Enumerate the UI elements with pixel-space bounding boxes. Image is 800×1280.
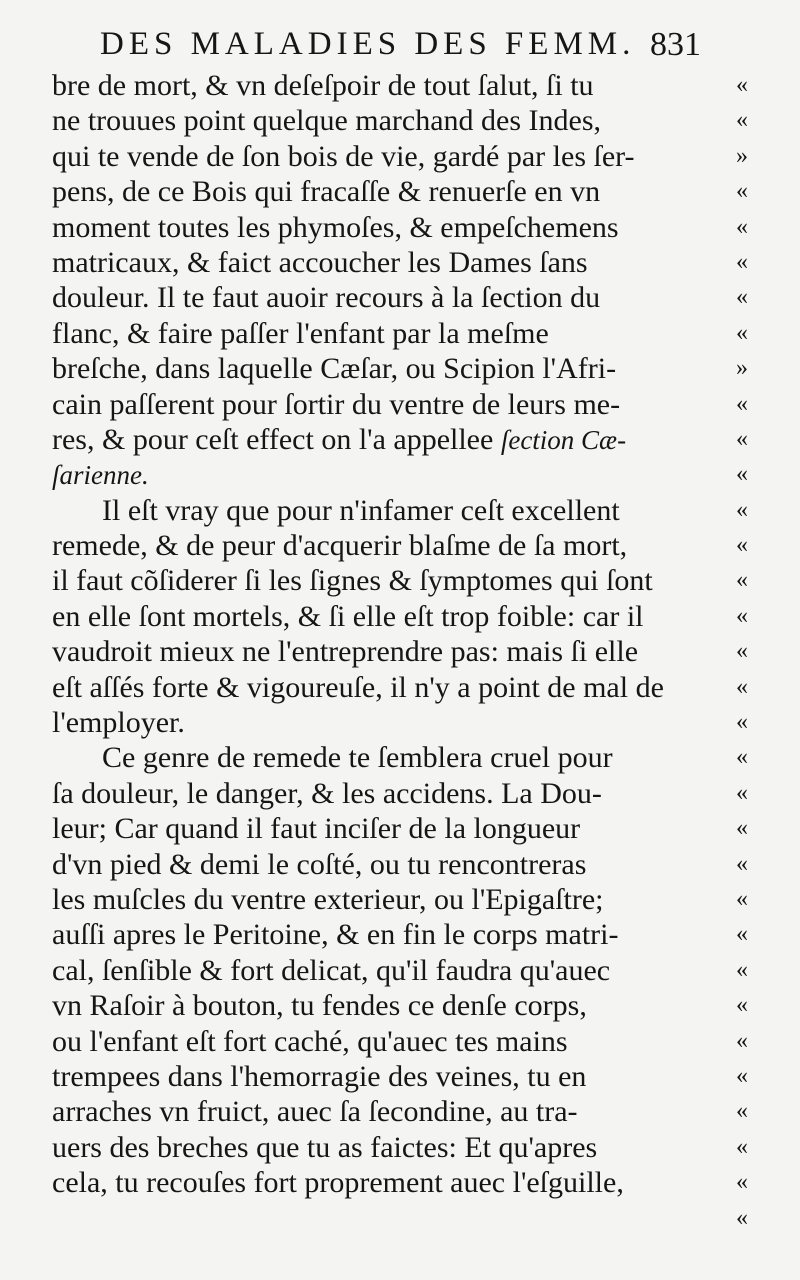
running-head: DES MALADIES DES FEMM. (100, 26, 636, 62)
text-line: remede, & de peur d'acquerir blaſme de ſa mort, (52, 529, 628, 563)
margin-mark: « (736, 178, 748, 205)
margin-mark: « (736, 319, 748, 346)
margin-mark: « (736, 213, 748, 240)
margin-mark: « (736, 638, 748, 665)
text-line: vaudroit mieux ne l'entreprendre pas: mais ſi elle (52, 635, 639, 669)
margin-quotation-marks (736, 68, 776, 1236)
margin-mark: « (736, 602, 748, 629)
italic-term: ſection Cæ- (500, 424, 627, 455)
margin-mark: « (736, 1169, 748, 1196)
margin-mark: « (736, 496, 748, 523)
margin-mark: « (736, 744, 748, 771)
margin-mark: « (736, 461, 748, 488)
margin-mark: « (736, 107, 748, 134)
text-line: ou l'enfant eſt fort caché, qu'auec tes mains (52, 1024, 568, 1058)
margin-mark: « (736, 709, 748, 736)
text-line: auſſi apres le Peritoine, & en fin le corps matri- (52, 918, 619, 952)
text-line: breſche, dans laquelle Cæſar, ou Scipion l'Afri- (52, 352, 617, 386)
text-line (52, 422, 732, 457)
text-line: trempees dans l'hemorragie des veines, tu en (52, 1059, 587, 1093)
margin-mark: « (736, 567, 748, 594)
body-text (52, 68, 732, 1201)
text-line (52, 457, 732, 492)
margin-mark: « (736, 815, 748, 842)
text-line: uers des breches que tu as faictes: Et qu'apres (52, 1130, 598, 1164)
margin-mark: « (736, 673, 748, 700)
text-line: ſa douleur, le danger, & les accidens. La Dou- (52, 776, 602, 810)
text-line: l'employer. (52, 706, 185, 740)
margin-mark: « (736, 248, 748, 275)
text-line: cela, tu recouſes fort proprement auec l'eſguille, (52, 1166, 624, 1200)
text-line: cain paſſerent pour ſortir du ventre de leurs me- (52, 387, 621, 421)
margin-mark: « (736, 1204, 748, 1231)
margin-mark: « (736, 1027, 748, 1054)
text-line: moment toutes les phymoſes, & empeſchemens (52, 210, 619, 244)
margin-mark: » (736, 355, 748, 382)
text-line: eſt aſſés forte & vigoureuſe, il n'y a point de mal de (52, 670, 664, 704)
text-line: cal, ſenſible & fort delicat, qu'il faudra qu'auec (52, 953, 611, 987)
margin-mark: « (736, 1133, 748, 1160)
text-line: ne trouues point quelque marchand des Indes, (52, 104, 602, 138)
text-line: pens, de ce Bois qui fracaſſe & renuerſe en vn (52, 175, 601, 209)
text-line: flanc, & faire paſſer l'enfant par la meſme (52, 316, 549, 350)
text-line: leur; Car quand il faut inciſer de la longueur (52, 812, 581, 846)
italic-term: ſarienne. (52, 460, 149, 491)
page-number: 831 (650, 26, 701, 63)
text-line: d'vn pied & demi le coſté, ou tu rencontreras (52, 847, 587, 881)
text-line: il faut cõſiderer ſi les ſignes & ſymptomes qui ſont (52, 564, 653, 598)
text-line: douleur. Il te faut auoir recours à la ſection du (52, 281, 601, 315)
margin-mark: « (736, 425, 748, 452)
margin-mark: « (736, 1062, 748, 1089)
margin-mark: « (736, 72, 748, 98)
margin-mark: « (736, 1098, 748, 1125)
text-line: les muſcles du ventre exterieur, ou l'Epigaſtre; (52, 882, 604, 916)
margin-mark: « (736, 921, 748, 948)
text-segment: res, & pour ceſt effect on l'a appellee (52, 422, 494, 456)
margin-mark: « (736, 284, 748, 311)
margin-mark: « (736, 992, 748, 1019)
text-line: matricaux, & faict accoucher les Dames ſans (52, 245, 588, 279)
margin-mark: « (736, 885, 748, 912)
page-header (0, 26, 800, 70)
margin-mark: « (736, 956, 748, 983)
text-line: vn Raſoir à bouton, tu fendes ce denſe corps, (52, 989, 587, 1023)
text-line: bre de mort, & vn deſeſpoir de tout ſalut, ſi tu (52, 69, 594, 102)
margin-mark: « (736, 779, 748, 806)
text-line: Il eſt vray que pour n'infamer ceſt excellent (102, 493, 620, 527)
margin-mark: « (736, 850, 748, 877)
text-line: arraches vn fruict, auec ſa ſecondine, au tra- (52, 1095, 578, 1129)
text-line: en elle ſont mortels, & ſi elle eſt trop foible: car il (52, 599, 644, 633)
margin-mark: « (736, 390, 748, 417)
margin-mark: « (736, 532, 748, 559)
text-line: Ce genre de remede te ſemblera cruel pour (102, 741, 613, 775)
margin-mark: » (736, 142, 748, 169)
text-line: qui te vende de ſon bois de vie, gardé par les ſer- (52, 139, 635, 173)
